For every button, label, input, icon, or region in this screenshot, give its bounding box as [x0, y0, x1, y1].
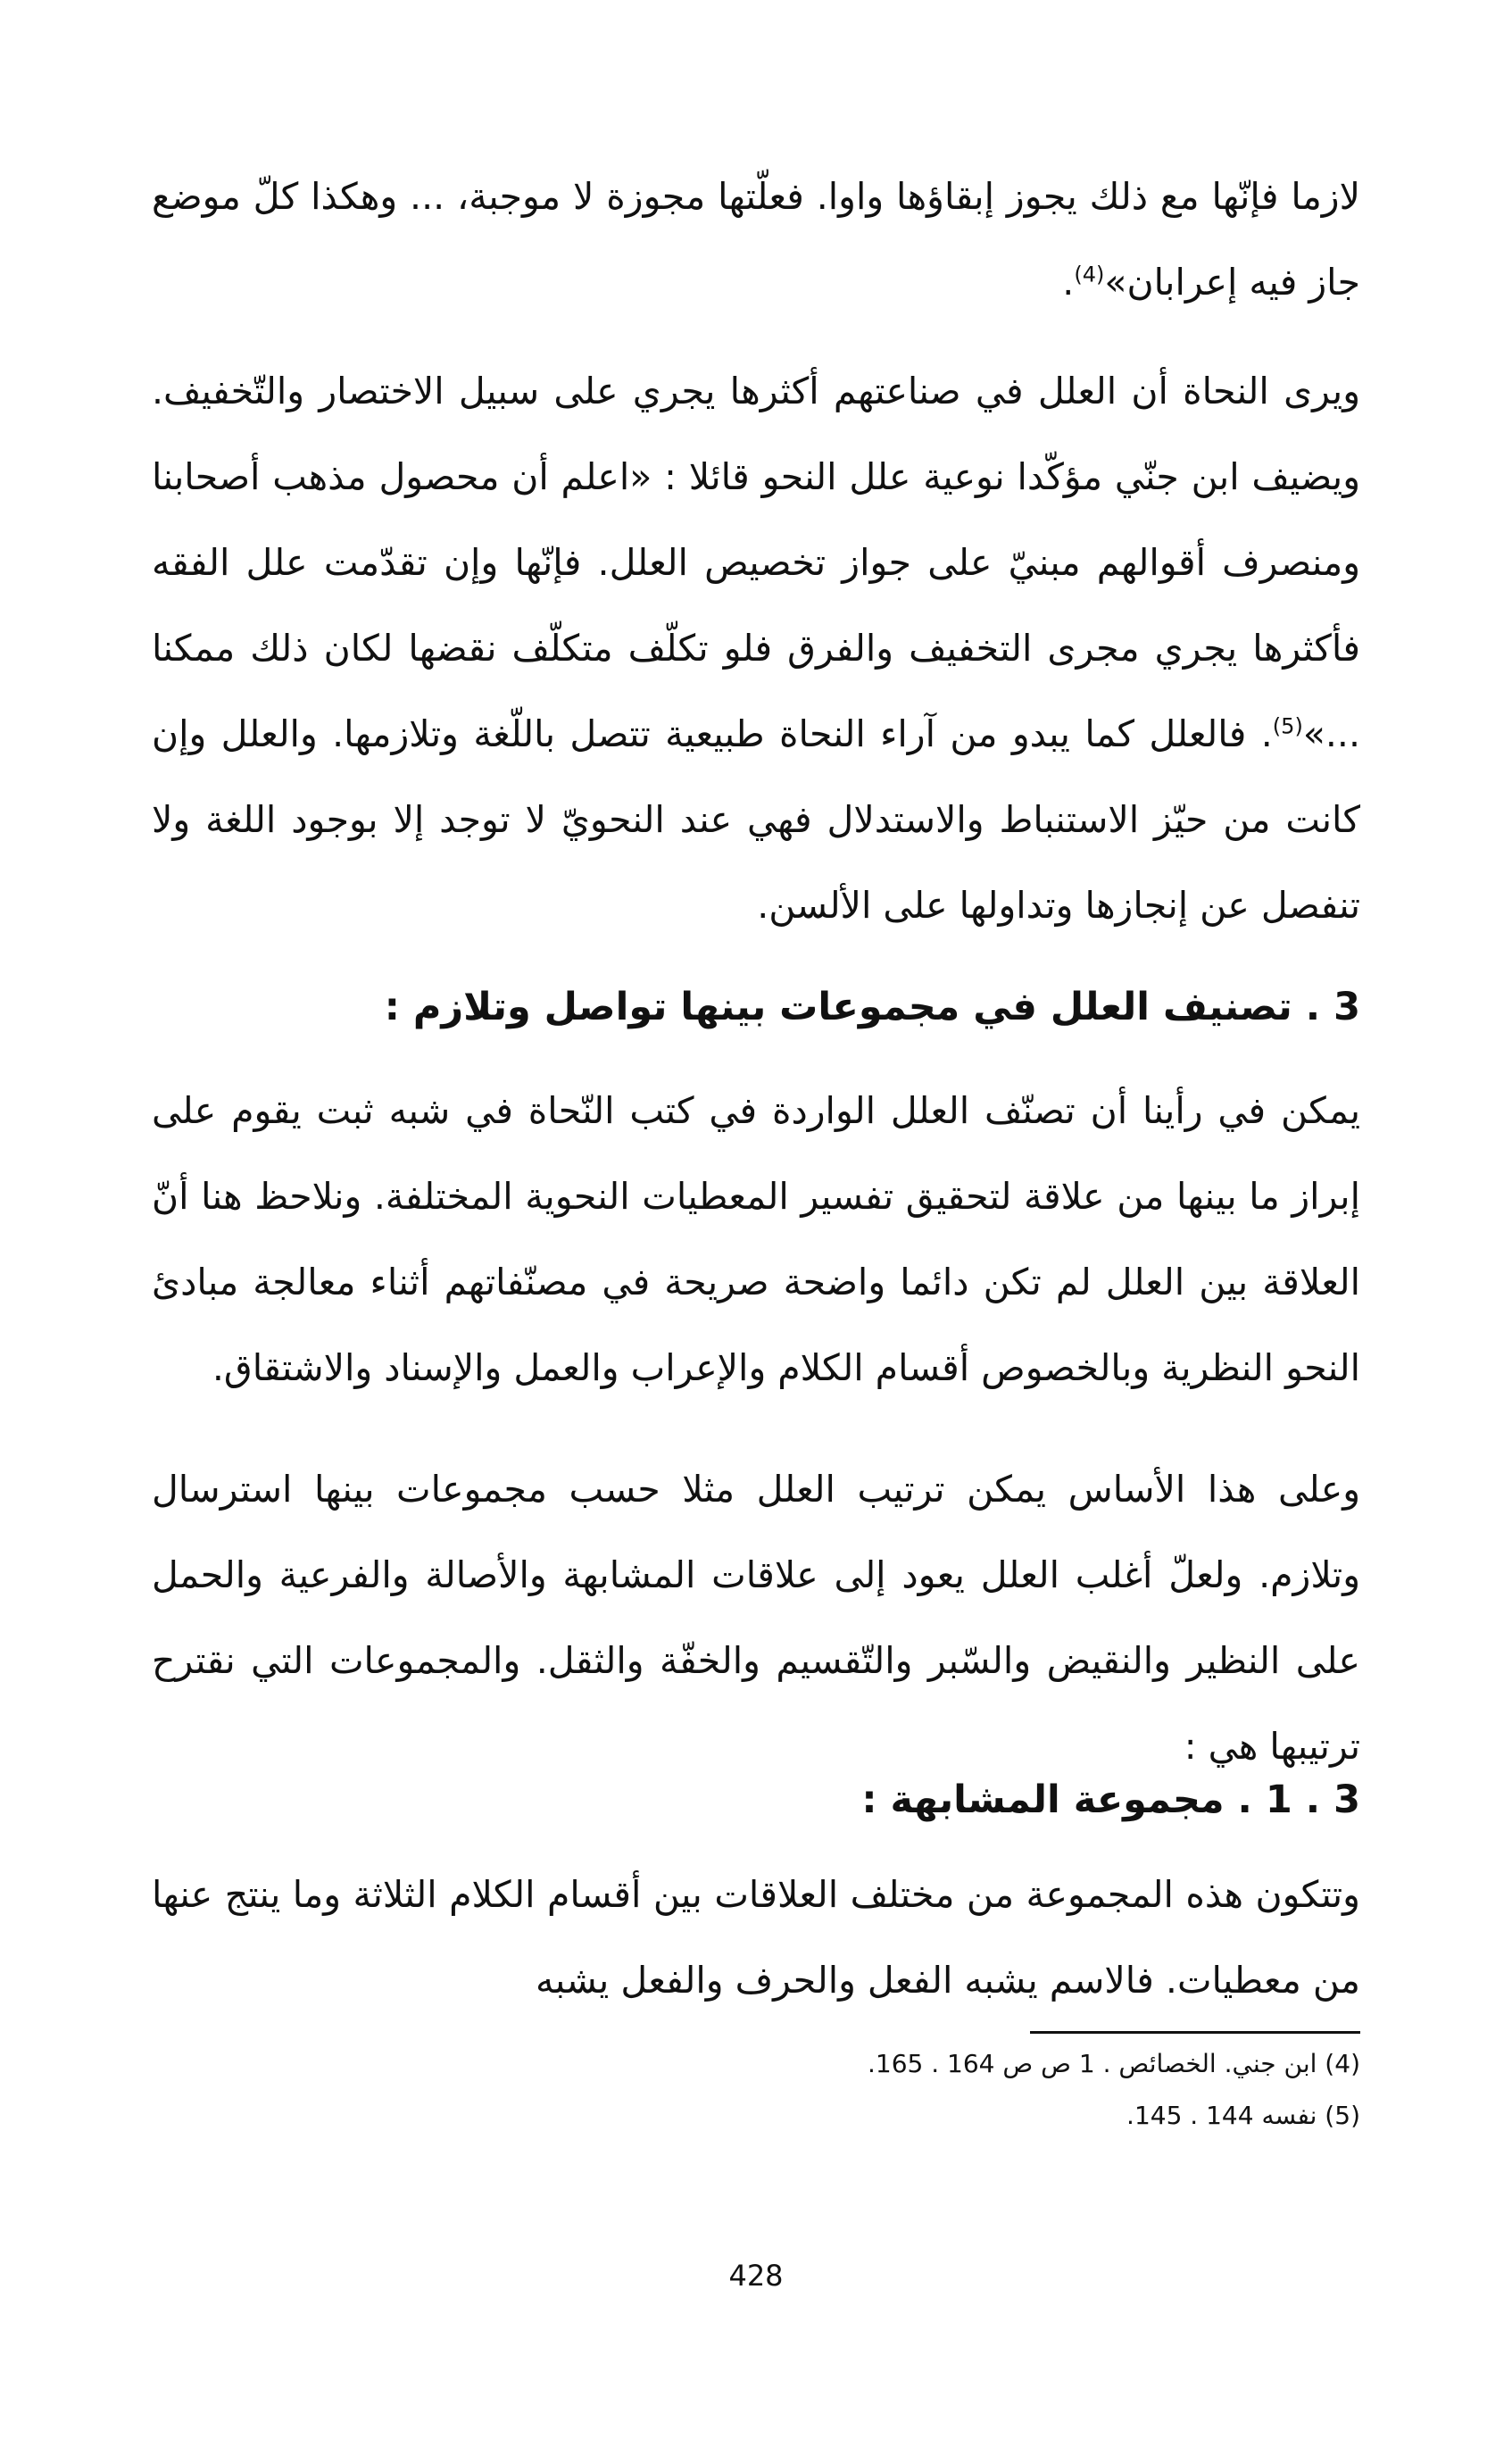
footnote-divider: [1030, 2031, 1360, 2034]
paragraph-similarity: وتتكون هذه المجموعة من مختلف العلاقات بين أقسام الكلام الثلاثة وما ينتج عنها من معطيات. فالاسم يشبه الفعل والحرف والفعل يشبه: [152, 1873, 1360, 2002]
footnote-ref-4[interactable]: (4): [1074, 262, 1105, 287]
section-heading-3: 3 . تصنيف العلل في مجموعات بينها تواصل وتلازم :: [384, 985, 1360, 1029]
paragraph-tail: .: [1062, 261, 1075, 304]
footnote-4: (4) ابن جني. الخصائص . 1 ص ص 164 . 165.: [867, 2049, 1360, 2078]
paragraph-groups: وعلى هذا الأساس يمكن ترتيب العلل مثلا حسب مجموعات بينها استرسال وتلازم. ولعلّ أغلب العلل يعود إلى علاقات المشابهة والأصالة والفرعية والحمل على النظير والنقيض والسّبر والتّقسيم والخفّة والثقل. والمجموعات التي نقترح ترتيبها هي :: [152, 1468, 1360, 1768]
footnote-ref-5[interactable]: (5): [1272, 713, 1303, 739]
paragraph-classification: يمكن في رأينا أن تصنّف العلل الواردة في كتب النّحاة في شبه ثبت يقوم على إبراز ما بينها من علاقة لتحقيق تفسير المعطيات النحوية المختلفة. ونلاحظ هنا أنّ العلاقة بين العلل لم تكن دائما واضحة صريحة في مصنّفاتهم أثناء معالجة مبادئ النحو النظرية وبالخصوص أقسام الكلام والإعراب والعمل والإسناد والاشتقاق.: [152, 1089, 1360, 1389]
page-number: 428: [728, 2259, 784, 2293]
section-heading-3-1: 3 . 1 . مجموعة المشابهة :: [861, 1777, 1360, 1822]
paragraph-nahat-illal: [152, 348, 1360, 948]
paragraph-continuation: [152, 154, 1360, 325]
paragraph-text-part2: . فالعلل كما يبدو من آراء النحاة طبيعية تتصل باللّغة وتلازمها. والعلل وإن كانت من حيّز الاستنباط والاستدلال فهي عند النحويّ لا توجد إلا بوجود اللغة ولا تنفصل عن إنجازها وتداولها على الألسن.: [152, 712, 1360, 927]
footnote-5: (5) نفسه 144 . 145.: [1126, 2101, 1360, 2130]
paragraph-text: لازما فإنّها مع ذلك يجوز إبقاؤها واوا. فعلّتها مجوزة لا موجبة، ... وهكذا كلّ موضع جاز فيه إعرابان»: [152, 175, 1360, 304]
paragraph-text-part1: ويرى النحاة أن العلل في صناعتهم أكثرها يجري على سبيل الاختصار والتّخفيف. ويضيف ابن جنّي مؤكّدا نوعية علل النحو قائلا : «اعلم أن محصول مذهب أصحابنا ومنصرف أقوالهم مبنيّ على جواز تخصيص العلل. فإنّها وإن تقدّمت علل الفقه فأكثرها يجري مجرى التخفيف والفرق فلو تكلّف متكلّف نقضها لكان ذلك ممكنا ...»: [152, 370, 1360, 755]
